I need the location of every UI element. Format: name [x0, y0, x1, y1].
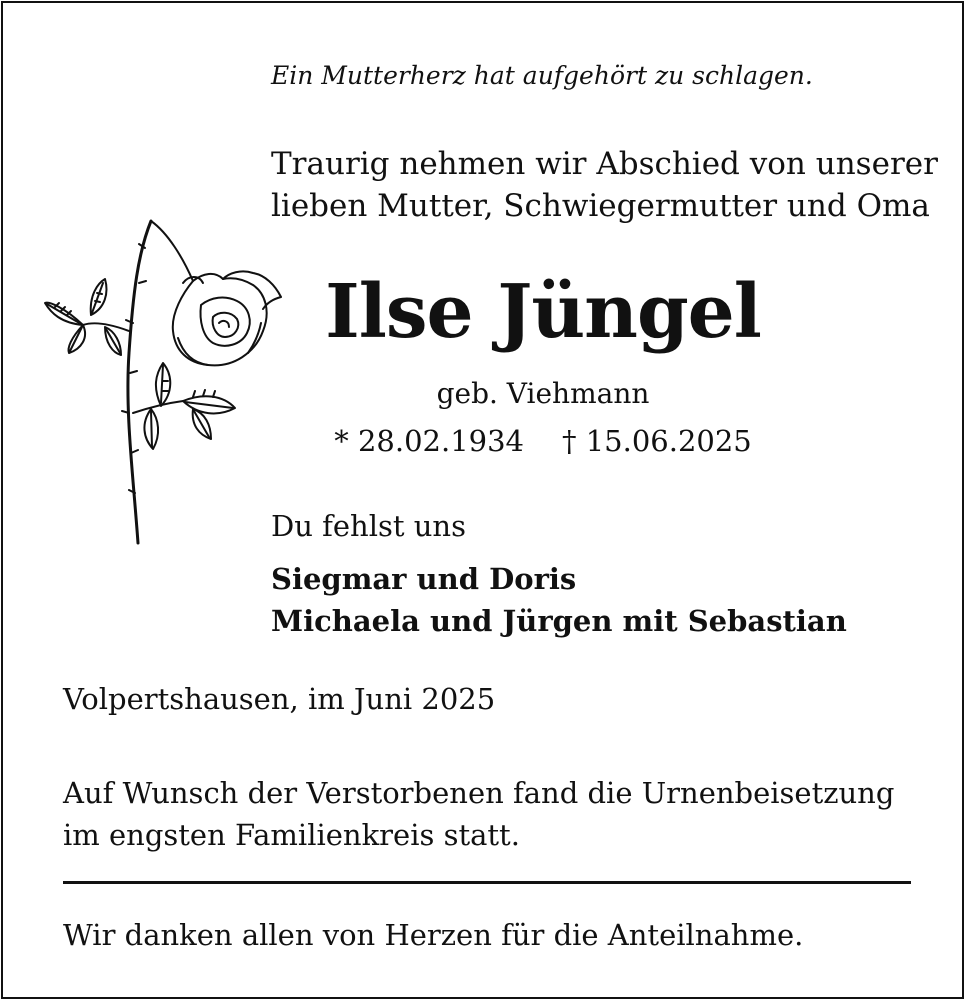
life-dates	[3, 424, 965, 458]
death-date: † 15.06.2025	[562, 424, 752, 458]
intro-line: Traurig nehmen wir Abschied von unserer	[271, 146, 938, 182]
thanks-line: Wir danken allen von Herzen für die Anteilnahme.	[63, 918, 804, 952]
intro-text	[271, 143, 938, 227]
place-and-date: Volpertshausen, im Juni 2025	[63, 682, 496, 716]
mourners-list	[271, 558, 847, 642]
mourners-line: Siegmar und Doris	[271, 562, 577, 596]
deceased-name: Ilse Jüngel	[325, 269, 761, 355]
burial-note-line: Auf Wunsch der Verstorbenen fand die Urnenbeisetzung	[63, 776, 895, 810]
birth-name: geb. Viehmann	[436, 377, 650, 410]
missed-line: Du fehlst uns	[271, 509, 466, 543]
obituary-notice	[1, 1, 964, 999]
burial-note	[63, 772, 894, 856]
motto-line: Ein Mutterherz hat aufgehört zu schlagen.	[271, 61, 813, 90]
burial-note-line: im engsten Familienkreis statt.	[63, 818, 520, 852]
mourners-line: Michaela und Jürgen mit Sebastian	[271, 604, 847, 638]
birth-date: * 28.02.1934	[334, 424, 524, 458]
intro-line: lieben Mutter, Schwiegermutter und Oma	[271, 188, 930, 224]
divider	[63, 881, 911, 884]
